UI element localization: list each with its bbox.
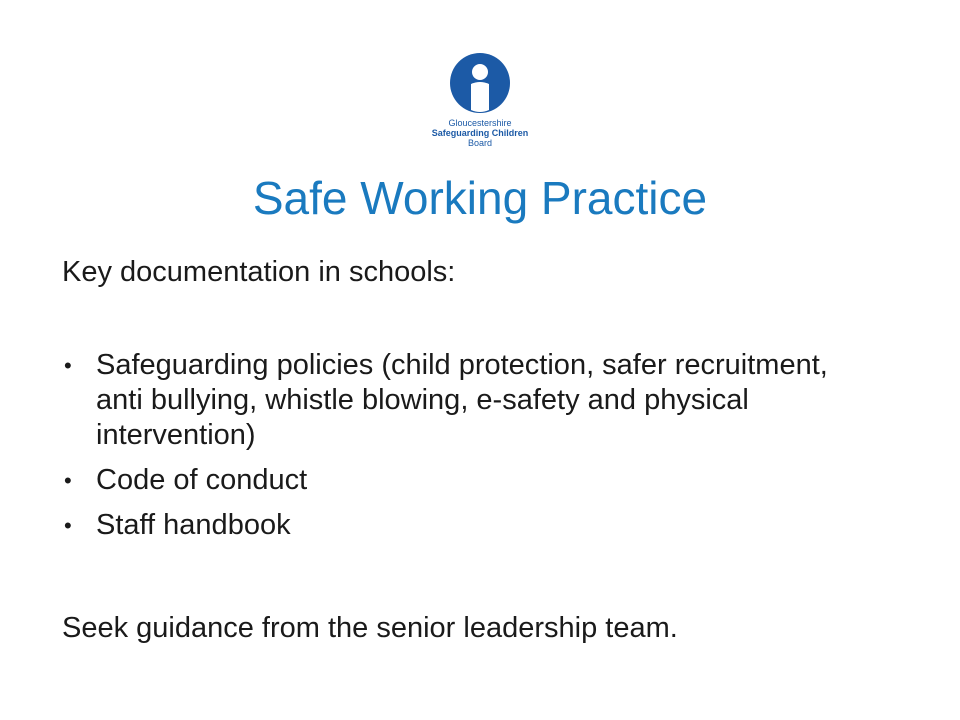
logo-line-3: Board	[467, 138, 493, 148]
bullet-item	[62, 508, 862, 543]
bullet-item	[62, 463, 862, 498]
bullet-list	[62, 348, 862, 553]
bullet-label: Staff handbook	[96, 509, 291, 541]
bullet-label: Code of conduct	[96, 464, 308, 496]
child-figure-icon	[444, 52, 516, 114]
logo	[418, 52, 542, 162]
bullet-label: Safeguarding policies (child protection, safer recruitment, anti bullying, whistle blowing, e-safety and physical intervention)	[96, 349, 828, 451]
closing-text: Seek guidance from the senior leadership team.	[62, 612, 678, 644]
logo-line-1: Gloucestershire	[448, 118, 512, 128]
bullet-item	[62, 348, 862, 453]
logo-text	[418, 118, 542, 148]
slide-title: Safe Working Practice	[252, 172, 708, 224]
intro-text: Key documentation in schools:	[62, 256, 456, 288]
bullet-icon: •	[64, 353, 72, 378]
logo-line-2: Safeguarding Children	[431, 128, 529, 138]
bullet-icon: •	[64, 513, 72, 538]
bullet-icon: •	[64, 468, 72, 493]
